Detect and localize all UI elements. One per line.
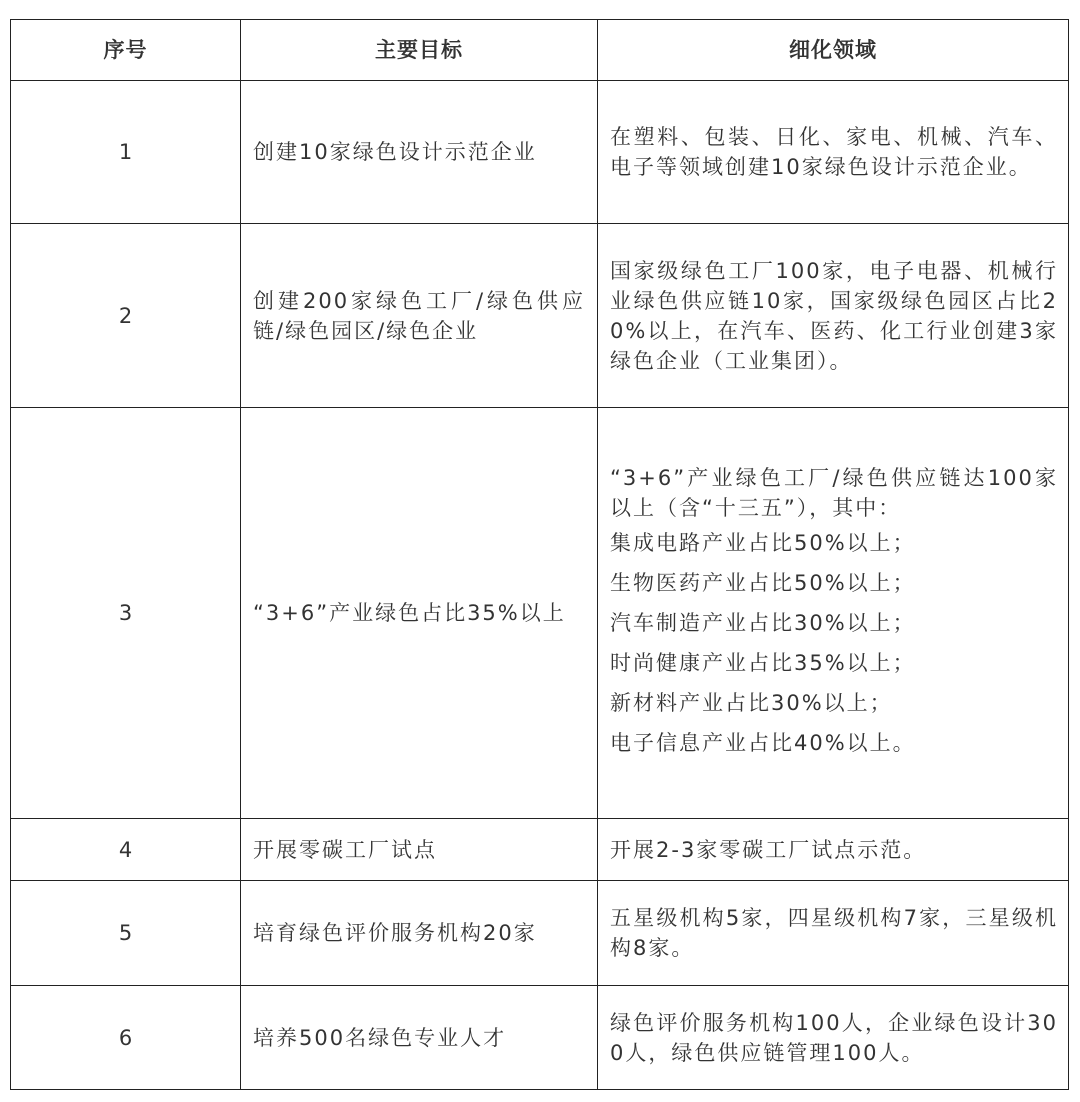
row-index: 5 [11,881,241,986]
row-detail [598,881,1069,986]
detail-line: 汽车制造产业占比30%以上； [610,611,916,635]
detail-line: 绿色评价服务机构100人，企业绿色设计300人，绿色供应链管理100人。 [610,1010,1058,1065]
detail-line: 新材料产业占比30%以上； [610,691,893,715]
row-goal: 培养500名绿色专业人才 [241,986,598,1090]
table-row [11,819,1069,881]
detail-line: “3+6”产业绿色工厂/绿色供应链达100家以上（含“十三五”），其中： [610,466,1058,520]
goals-table-container [10,19,1068,1090]
row-index: 6 [11,986,241,1090]
row-goal: 培育绿色评价服务机构20家 [241,881,598,986]
row-index: 2 [11,224,241,408]
table-row [11,881,1069,986]
detail-line: 五星级机构5家，四星级机构7家，三星级机构8家。 [610,906,1058,960]
header-index: 序号 [11,20,241,81]
row-goal: 开展零碳工厂试点 [241,819,598,881]
detail-line: 生物医药产业占比50%以上； [610,571,916,595]
detail-line: 电子信息产业占比40%以上。 [610,731,916,755]
detail-line: 集成电路产业占比50%以上； [610,531,916,555]
detail-line: 时尚健康产业占比35%以上； [610,651,916,675]
row-detail [598,81,1069,224]
table-row [11,986,1069,1090]
row-detail [598,986,1069,1090]
row-goal: 创建10家绿色设计示范企业 [241,81,598,224]
detail-line: 国家级绿色工厂100家，电子电器、机械行业绿色供应链10家，国家级绿色园区占比20%以上，在汽车、医药、化工行业创建3家绿色企业（工业集团）。 [610,258,1058,373]
detail-line: 开展2-3家零碳工厂试点示范。 [610,837,927,862]
header-detail: 细化领域 [598,20,1069,81]
row-detail [598,819,1069,881]
goals-table [10,19,1069,1090]
row-goal: 创建200家绿色工厂/绿色供应链/绿色园区/绿色企业 [241,224,598,408]
row-index: 3 [11,408,241,819]
row-detail [598,408,1069,819]
table-header-row [11,20,1069,81]
row-index: 4 [11,819,241,881]
row-detail [598,224,1069,408]
table-row [11,81,1069,224]
table-row [11,408,1069,819]
row-goal: “3+6”产业绿色占比35%以上 [241,408,598,819]
detail-line: 在塑料、包装、日化、家电、机械、汽车、电子等领域创建10家绿色设计示范企业。 [610,125,1058,179]
header-goal: 主要目标 [241,20,598,81]
row-index: 1 [11,81,241,224]
table-row [11,224,1069,408]
